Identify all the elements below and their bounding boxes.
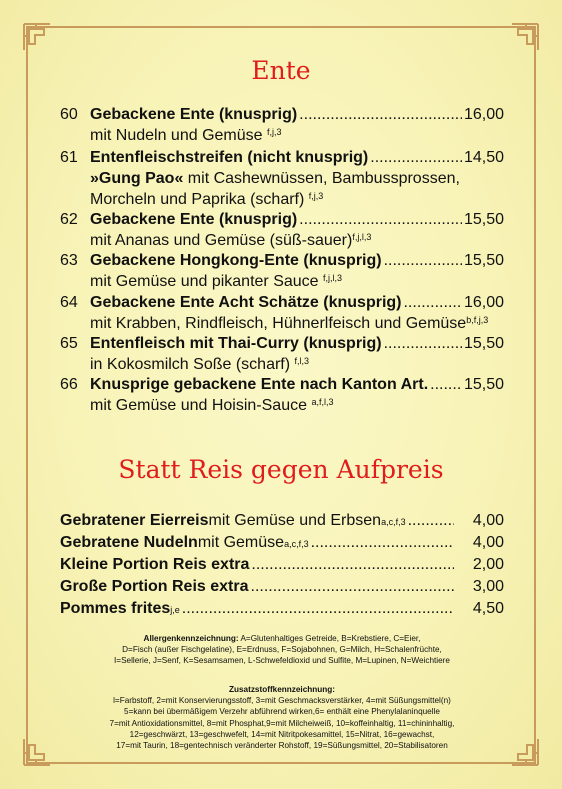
allergen-legend: [60, 633, 504, 667]
leader-dots: [403, 292, 461, 313]
item-description: mit Gemüse und Hoisin-Sauce: [90, 397, 307, 414]
item-name: Gebackene Ente Acht Schätze (knusprig): [90, 294, 402, 311]
allergen-line: A=Glutenhaltiges Getreide, B=Krebstiere, C=Eier,: [238, 634, 421, 643]
item-name: Entenfleischstreifen (nicht knusprig): [90, 149, 369, 166]
leader-dots: [370, 147, 462, 168]
allergen-line: D=Fisch (außer Fischgelatine), E=Erdnuss, F=Sojabohnen, G=Milch, H=Schalenfrüchte,: [122, 645, 442, 655]
item-number: 66: [60, 376, 78, 393]
item-name: Gebackene Ente (knusprig): [90, 106, 298, 123]
side-item: Pommes frites j,e ..... 4,50: [60, 598, 504, 620]
menu-item: [60, 250, 504, 292]
item-price: 16,00: [463, 106, 504, 123]
allergen-codes: f,l,3: [294, 356, 310, 366]
item-description: Morcheln und Paprika (scharf): [90, 191, 305, 208]
item-number: 65: [60, 335, 78, 352]
menu-item: [60, 209, 504, 251]
menu-item: [60, 374, 504, 416]
item-number: 62: [60, 211, 78, 228]
item-price: 15,50: [463, 335, 504, 352]
item-name: Knusprige gebackene Ente nach Kanton Art.: [90, 376, 429, 393]
allergen-codes: f,j,l,3: [352, 232, 372, 242]
side-item-price: 3,00: [472, 578, 504, 595]
leader-dots: [182, 598, 454, 620]
allergen-codes: a,f,l,3: [311, 397, 334, 407]
side-item-description: mit Gemüse und Erbsen: [208, 512, 382, 529]
leader-dots: [299, 209, 462, 230]
section-title-ente: Ente: [251, 56, 311, 85]
side-item-price: 4,00: [472, 512, 504, 529]
menu-item: [60, 147, 504, 210]
side-item-price: 4,00: [472, 534, 504, 551]
item-description: in Kokosmilch Soße (scharf): [90, 356, 291, 373]
allergen-codes: b,f,j,3: [466, 315, 489, 325]
corner-ornament: [22, 22, 52, 52]
side-item-description: mit Gemüse: [197, 534, 285, 551]
side-item: Gebratener Eierreis mit Gemüse und Erbsen a,c,f,3 ..... 4,00: [60, 510, 504, 532]
allergen-line: I=Sellerie, J=Senf, K=Sesamsamen, L-Schwefeldioxid und Sulfite, M=Lupinen, N=Weichtiere: [114, 656, 450, 666]
item-description: mit Krabben, Rindfleisch, Hühnerlfeisch und Gemüse: [90, 315, 467, 332]
side-item-name: Große Portion Reis extra: [60, 578, 249, 595]
allergen-heading: Allergenkennzeichnung:: [143, 634, 239, 643]
allergen-codes: f,j,l,3: [323, 273, 343, 283]
item-name: Gebackene Hongkong-Ente (knusprig): [90, 252, 382, 269]
additive-heading: Zusatzstoffkennzeichnung:: [229, 685, 335, 694]
allergen-codes: f,j,3: [266, 127, 282, 137]
item-description: mit Ananas und Gemüse (süß-sauer): [90, 232, 353, 249]
side-item-price: 2,00: [472, 556, 504, 573]
additive-line: 17=mit Taurin, 18=gentechnisch veränderter Rohstoff, 19=Süßungsmittel, 20=Stabilisatoren: [116, 741, 448, 751]
item-number: 63: [60, 252, 78, 269]
additive-line: 12=geschwärzt, 13=geschwefelt, 14=mit Nitritpokesamittel, 15=Nitrat, 16=gewachst,: [129, 729, 435, 739]
item-price: 15,50: [463, 211, 504, 228]
side-item-name: Gebratener Eierreis: [60, 512, 209, 529]
item-description: mit Gemüse und pikanter Sauce: [90, 273, 319, 290]
side-item: [60, 576, 504, 598]
leader-dots: [384, 333, 462, 354]
side-item-name: Kleine Portion Reis extra: [60, 556, 250, 573]
side-item-price: 4,50: [472, 600, 504, 617]
corner-ornament: [510, 22, 540, 52]
item-name: Entenfleisch mit Thai-Curry (knusprig): [90, 335, 382, 352]
item-description-line: mit Cashewnüssen, Bambussprossen,: [183, 170, 460, 187]
corner-ornament: [22, 737, 52, 767]
allergen-codes: f,j,3: [308, 191, 324, 201]
item-number: 60: [60, 106, 78, 123]
section-title-side-dishes: Statt Reis gegen Aufpreis: [118, 455, 444, 484]
side-item: [60, 554, 504, 576]
leader-dots: [408, 510, 454, 532]
leader-dots: [384, 250, 462, 271]
item-description: mit Nudeln und Gemüse: [90, 127, 263, 144]
leader-dots: [299, 104, 462, 125]
menu-item: [60, 292, 504, 334]
leader-dots: [251, 554, 454, 576]
additive-legend: [60, 684, 504, 751]
item-price: 16,00: [463, 294, 504, 311]
item-price: 15,50: [463, 252, 504, 269]
leader-dots: [430, 374, 462, 395]
leader-dots: [311, 532, 454, 554]
item-number: 61: [60, 149, 78, 166]
additive-line: 7=mit Antioxidationsmittel, 8=mit Phosphat,9=mit Milcheiweiß, 10=koffeinhaltig, 11=chininhaltig,: [109, 718, 455, 728]
item-name: Gebackene Ente (knusprig): [90, 211, 298, 228]
menu-item: [60, 333, 504, 375]
leader-dots: [251, 576, 455, 598]
item-price: 15,50: [463, 376, 504, 393]
additive-line: l=Farbstoff, 2=mit Konservierungsstoff, 3=mit Geschmacksverstärker, 4=mit Süßungsmittel(n): [113, 696, 451, 706]
side-item: Gebratene Nudeln mit Gemüse a,c,f,3 ..... 4,00: [60, 532, 504, 554]
additive-line: 5=kann bei übermäßigem Verzehr abführend wirken,6= enthält eine Phenylalaninquelle: [124, 707, 440, 717]
item-number: 64: [60, 294, 78, 311]
item-price: 14,50: [463, 149, 504, 166]
side-item-name: Gebratene Nudeln: [60, 534, 198, 551]
item-dish-name: »Gung Pao«: [90, 170, 184, 187]
menu-item: [60, 104, 504, 146]
side-item-name: Pommes frites: [60, 600, 171, 617]
corner-ornament: [510, 737, 540, 767]
